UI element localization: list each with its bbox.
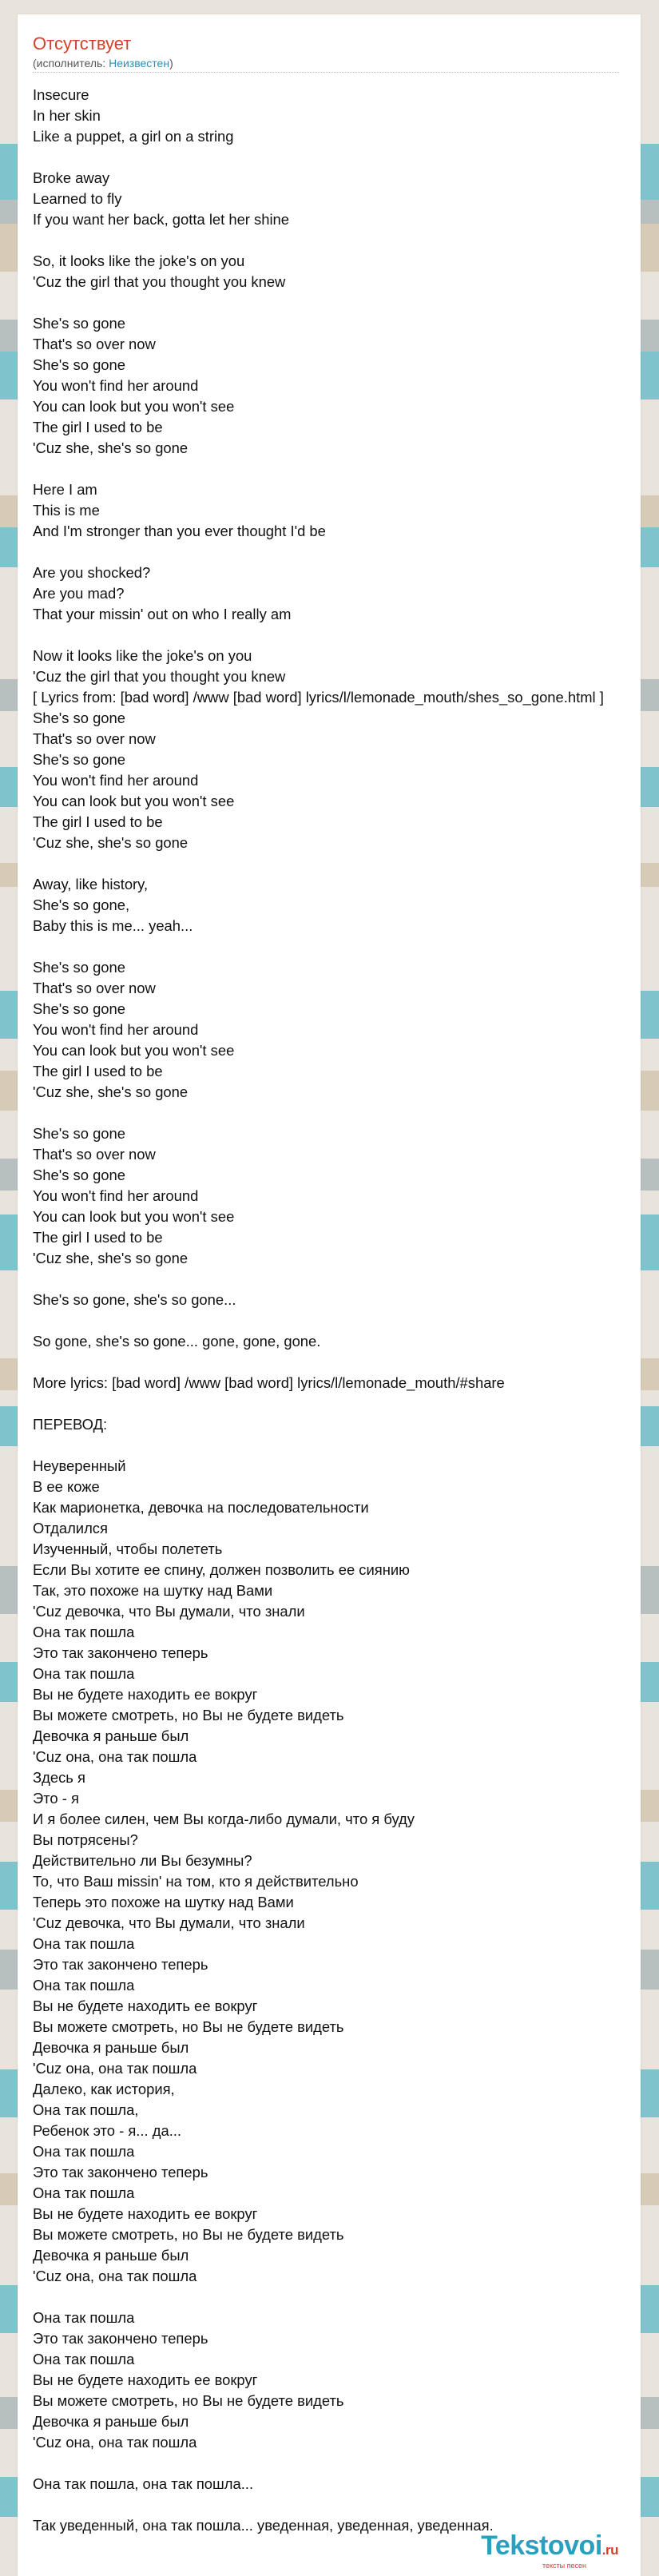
lyrics-line: Here I am — [33, 481, 97, 498]
lyrics-line: Она так пошла — [33, 1977, 135, 1994]
lyrics-line: Вы не будете находить ее вокруг — [33, 1686, 258, 1703]
lyrics-line: 'Cuz она, она так пошла — [33, 2268, 197, 2284]
lyrics-blank-line — [33, 2495, 640, 2515]
lyrics-line: Вы можете смотреть, но Вы не будете видеть — [33, 2392, 344, 2409]
lyrics-blank-line — [33, 1435, 640, 1456]
logo-tagline: тексты песен — [542, 2562, 586, 2570]
lyrics-blank-line — [33, 1393, 640, 1414]
lyrics-text — [33, 85, 640, 2536]
lyrics-line: She's so gone — [33, 1125, 125, 1142]
lyrics-blank-line — [33, 230, 640, 251]
lyrics-line: 'Cuz девочка, что Вы думали, что знали — [33, 1603, 305, 1620]
lyrics-blank-line — [33, 542, 640, 563]
lyrics-line: 'Cuz девочка, что Вы думали, что знали — [33, 1914, 305, 1931]
lyrics-line: She's so gone — [33, 1000, 125, 1017]
lyrics-blank-line — [33, 147, 640, 168]
lyrics-line: Вы можете смотреть, но Вы не будете видеть — [33, 2018, 344, 2035]
lyrics-line: 'Cuz она, она так пошла — [33, 2060, 197, 2077]
lyrics-line: Are you mad? — [33, 585, 125, 602]
lyrics-line: Теперь это похоже на шутку над Вами — [33, 1894, 294, 1910]
lyrics-line: Так, это похоже на шутку над Вами — [33, 1582, 273, 1599]
lyrics-line: In her skin — [33, 107, 101, 124]
lyrics-line: Неуверенный — [33, 1457, 126, 1474]
lyrics-line: Она так пошла — [33, 1935, 135, 1952]
lyrics-line: Изученный, чтобы полететь — [33, 1540, 223, 1557]
artist-prefix: (исполнитель: — [33, 57, 109, 70]
lyrics-line: You won't find her around — [33, 772, 199, 789]
logo-tld: .ru — [601, 2542, 618, 2558]
lyrics-line: Она так пошла — [33, 1624, 135, 1640]
lyrics-line: Это так закончено теперь — [33, 1644, 208, 1661]
lyrics-line: Это так закончено теперь — [33, 1956, 208, 1973]
lyrics-line: So gone, she's so gone... gone, gone, gone. — [33, 1333, 321, 1350]
lyrics-line: You can look but you won't see — [33, 398, 235, 415]
lyrics-line: You can look but you won't see — [33, 793, 235, 809]
lyrics-line: Это так закончено теперь — [33, 2330, 208, 2347]
lyrics-line: And I'm stronger than you ever thought I'd be — [33, 523, 326, 539]
lyrics-line: Она так пошла, она так пошла... — [33, 2475, 254, 2492]
lyrics-line: You won't find her around — [33, 377, 199, 394]
lyrics-line: Так уведенный, она так пошла... уведенная, уведенная, уведенная. — [33, 2517, 494, 2534]
lyrics-line: ПЕРЕВОД: — [33, 1416, 108, 1433]
lyrics-line: She's so gone — [33, 710, 125, 726]
lyrics-line: То, что Ваш missin' на том, кто я действительно — [33, 1873, 359, 1890]
lyrics-line: That's so over now — [33, 336, 156, 352]
lyrics-line: В ее коже — [33, 1478, 100, 1495]
lyrics-line: That your missin' out on who I really am — [33, 606, 292, 622]
lyrics-line: Если Вы хотите ее спину, должен позволить ее сиянию — [33, 1561, 410, 1578]
lyrics-line: Insecure — [33, 86, 89, 103]
lyrics-line: Вы не будете находить ее вокруг — [33, 2205, 258, 2222]
lyrics-blank-line — [33, 853, 640, 874]
lyrics-line: Away, like history, — [33, 876, 149, 892]
lyrics-blank-line — [33, 936, 640, 957]
lyrics-line: 'Cuz она, она так пошла — [33, 2434, 197, 2451]
lyrics-line: She's so gone, she's so gone... — [33, 1291, 236, 1308]
lyrics-blank-line — [33, 1269, 640, 1290]
lyrics-blank-line — [33, 2453, 640, 2474]
lyrics-line: More lyrics: [bad word] /www [bad word] lyrics/l/lemonade_mouth/#share — [33, 1374, 505, 1391]
lyrics-line: The girl I used to be — [33, 813, 163, 830]
lyrics-line: You can look but you won't see — [33, 1042, 235, 1059]
artist-link[interactable]: Неизвестен — [109, 57, 170, 70]
lyrics-line: Вы потрясены? — [33, 1831, 138, 1848]
lyrics-line: She's so gone — [33, 315, 125, 332]
lyrics-line: 'Cuz она, она так пошла — [33, 1748, 197, 1765]
lyrics-line: Далеко, как история, — [33, 2081, 175, 2097]
lyrics-line: That's so over now — [33, 730, 156, 747]
lyrics-line: Как марионетка, девочка на последовательности — [33, 1499, 369, 1516]
lyrics-line: So, it looks like the joke's on you — [33, 252, 245, 269]
lyrics-line: Она так пошла, — [33, 2101, 139, 2118]
logo-name: Tekstovoi — [481, 2530, 602, 2561]
lyrics-line: Broke away — [33, 169, 110, 186]
artist-line — [33, 56, 173, 70]
lyrics-line: Действительно ли Вы безумны? — [33, 1852, 252, 1869]
lyrics-blank-line — [33, 1103, 640, 1123]
lyrics-blank-line — [33, 2287, 640, 2308]
lyrics-blank-line — [33, 1352, 640, 1373]
lyrics-line: Здесь я — [33, 1769, 85, 1786]
lyrics-line: Это так закончено теперь — [33, 2164, 208, 2180]
lyrics-line: Девочка я раньше был — [33, 2039, 189, 2056]
lyrics-line: Вы не будете находить ее вокруг — [33, 2371, 258, 2388]
lyrics-line: That's so over now — [33, 1146, 156, 1163]
site-logo[interactable] — [481, 2531, 618, 2570]
lyrics-line: Она так пошла — [33, 2351, 135, 2367]
lyrics-line: You can look but you won't see — [33, 1208, 235, 1225]
lyrics-line: Ребенок это - я... да... — [33, 2122, 182, 2139]
lyrics-line: 'Cuz she, she's so gone — [33, 1083, 189, 1100]
lyrics-blank-line — [33, 459, 640, 479]
lyrics-line: Девочка я раньше был — [33, 1727, 189, 1744]
lyrics-line: She's so gone — [33, 959, 125, 976]
lyrics-line: Девочка я раньше был — [33, 2413, 189, 2430]
lyrics-line: Она так пошла — [33, 1665, 135, 1682]
lyrics-line: Она так пошла — [33, 2184, 135, 2201]
lyrics-line: Вы не будете находить ее вокруг — [33, 1998, 258, 2014]
lyrics-blank-line — [33, 292, 640, 313]
lyrics-line: The girl I used to be — [33, 419, 163, 435]
lyrics-blank-line — [33, 625, 640, 646]
lyrics-line: You won't find her around — [33, 1021, 199, 1038]
lyrics-line: 'Cuz the girl that you thought you knew — [33, 668, 286, 685]
lyrics-line: You won't find her around — [33, 1187, 199, 1204]
lyrics-line: Это - я — [33, 1790, 79, 1807]
lyrics-line: 'Cuz she, she's so gone — [33, 1250, 189, 1266]
lyrics-line: If you want her back, gotta let her shine — [33, 211, 290, 228]
lyrics-card — [18, 14, 641, 2576]
lyrics-blank-line — [33, 1310, 640, 1331]
lyrics-line: Девочка я раньше был — [33, 2247, 189, 2264]
lyrics-line: Like a puppet, a girl on a string — [33, 128, 234, 145]
lyrics-line: Вы можете смотреть, но Вы не будете видеть — [33, 1707, 344, 1723]
lyrics-line: Now it looks like the joke's on you — [33, 647, 252, 664]
lyrics-line: She's so gone — [33, 1167, 125, 1183]
lyrics-line: Learned to fly — [33, 190, 122, 207]
lyrics-line: She's so gone, — [33, 896, 130, 913]
title-divider — [33, 72, 619, 73]
artist-suffix: ) — [169, 57, 173, 70]
lyrics-line: 'Cuz she, she's so gone — [33, 439, 189, 456]
lyrics-line: 'Cuz she, she's so gone — [33, 834, 189, 851]
lyrics-line: Она так пошла — [33, 2309, 135, 2326]
song-title: Отсутствует — [33, 34, 132, 54]
lyrics-line: That's so over now — [33, 980, 156, 996]
lyrics-line: She's so gone — [33, 751, 125, 768]
lyrics-line: The girl I used to be — [33, 1229, 163, 1246]
lyrics-line: This is me — [33, 502, 100, 519]
lyrics-line: [ Lyrics from: [bad word] /www [bad word] lyrics/l/lemonade_mouth/shes_so_gone.html ] — [33, 689, 604, 706]
lyrics-line: Она так пошла — [33, 2143, 135, 2160]
lyrics-line: 'Cuz the girl that you thought you knew — [33, 273, 286, 290]
lyrics-line: She's so gone — [33, 356, 125, 373]
lyrics-line: Отдалился — [33, 1520, 108, 1536]
lyrics-line: Вы можете смотреть, но Вы не будете видеть — [33, 2226, 344, 2243]
lyrics-line: Baby this is me... yeah... — [33, 917, 193, 934]
lyrics-line: The girl I used to be — [33, 1063, 163, 1079]
lyrics-line: Are you shocked? — [33, 564, 151, 581]
lyrics-line: И я более силен, чем Вы когда-либо думали, что я буду — [33, 1811, 415, 1827]
